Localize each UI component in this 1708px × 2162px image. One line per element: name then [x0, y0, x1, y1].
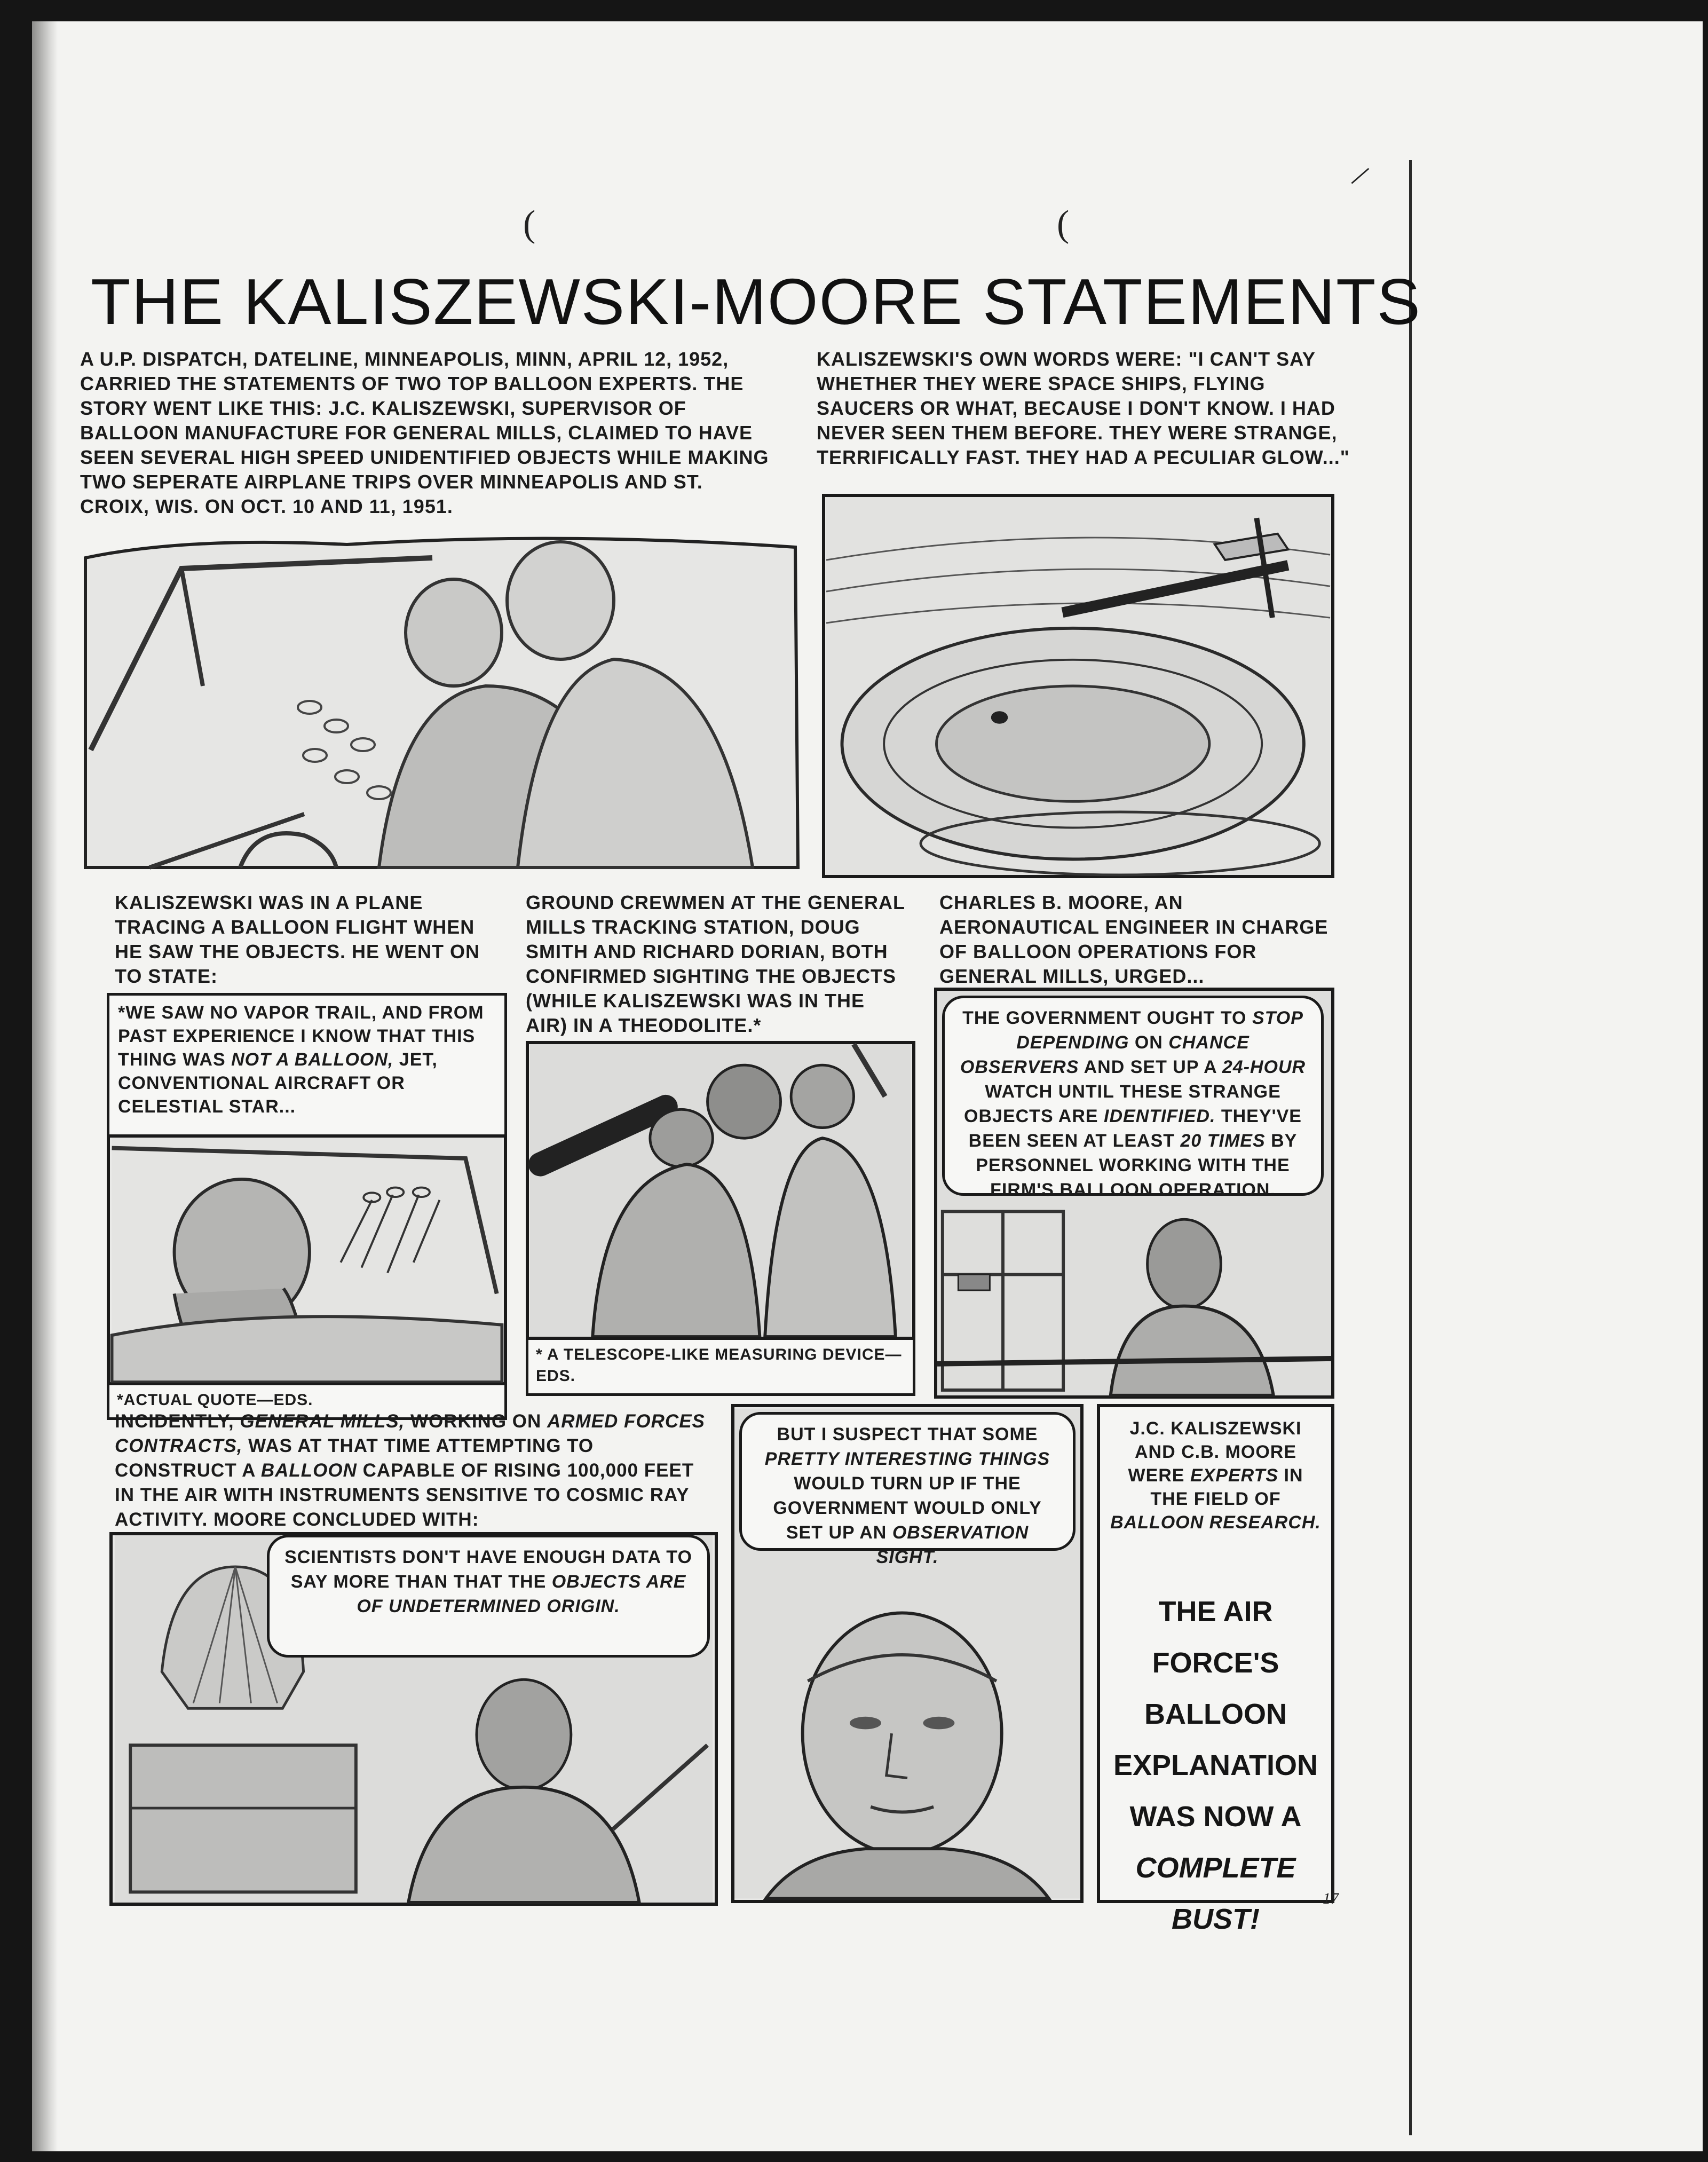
caption-own-words: KALISZEWSKI'S OWN WORDS WERE: "I CAN'T SAY WHETHER THEY WERE SPACE SHIPS, FLYING SAUCERS OR WHAT, BECAUSE I DON'T KNOW. I HAD NEVER SEEN THEM BEFORE. THEY WERE STRANGE, TERRIFICALLY FAST. THEY HAD A PECULIAR GLOW...": [817, 348, 1350, 468]
speech-balloon-suspect: [739, 1412, 1076, 1567]
quote-emphasis: IDENTIFIED.: [1104, 1106, 1216, 1126]
caption-emphasis: BALLOON RESEARCH.: [1110, 1512, 1321, 1533]
tracking-station-illustration: [529, 1044, 912, 1337]
speech-balloon-scientists: [267, 1535, 710, 1658]
quote-text: BY PERSONNEL WORKING WITH THE FIRM'S BALLOON OPERATION.: [976, 1131, 1298, 1200]
quote-box-vapor-trail: [107, 993, 507, 1137]
scan-mark: /: [1347, 158, 1373, 193]
page-number: 17: [1323, 1890, 1339, 1907]
glowing-objects-illustration: [825, 497, 1331, 875]
panel-tracking-station: [526, 1041, 915, 1340]
quote-text: THEY'VE BEEN SEEN AT LEAST: [968, 1106, 1302, 1151]
quote-emphasis: NOT A BALLOON,: [231, 1050, 394, 1070]
caption-text: J.C. KALISZEWSKI AND C.B. MOORE WERE: [1128, 1418, 1302, 1486]
caption-ground-crew: GROUND CREWMEN AT THE GENERAL MILLS TRACKING STATION, DOUG SMITH AND RICHARD DORIAN, BOTH CONFIRMED SIGHTING THE OBJECTS (WHILE KALISZEWSKI WAS IN THE AIR) IN A THEODOLITE.*: [526, 891, 905, 1036]
caption-text: CAPABLE OF RISING 100,000 FEET IN THE AIR WITH INSTRUMENTS SENSITIVE TO COSMIC RAY ACTIVITY. MOORE CONCLUDED WITH:: [115, 1460, 694, 1530]
quote-text: BUT I SUSPECT THAT SOME: [777, 1424, 1038, 1445]
quote-text: WOULD TURN UP IF THE GOVERNMENT WOULD ONLY SET UP AN: [773, 1473, 1042, 1543]
quote-text: SCIENTISTS DON'T HAVE ENOUGH DATA TO SAY MORE THAN THAT THE: [284, 1547, 692, 1592]
caption-experts: [1108, 1417, 1324, 1534]
speech-balloon-government: [942, 996, 1324, 1200]
scanned-page: [32, 21, 1703, 2151]
scan-mark: (: [1057, 203, 1070, 244]
panel-pilot-windshield: [107, 1134, 507, 1385]
closing-statement: [1108, 1586, 1324, 1945]
caption-emphasis: EXPERTS: [1190, 1465, 1279, 1486]
quote-text: WATCH UNTIL THESE STRANGE OBJECTS ARE: [964, 1082, 1281, 1126]
scan-mark: (: [523, 203, 536, 244]
panel-closing-text: [1097, 1404, 1334, 1935]
panel-plane-cockpit: [80, 526, 806, 873]
quote-emphasis: OBJECTS ARE OF UNDETERMINED ORIGIN.: [357, 1572, 686, 1616]
closing-emphasis: COMPLETE BUST!: [1135, 1852, 1296, 1935]
quote-text: JET, CONVENTIONAL AIRCRAFT OR CELESTIAL STAR...: [118, 1050, 438, 1117]
quote-text: THE GOVERNMENT OUGHT TO: [962, 1008, 1252, 1028]
caption-incidently: [115, 1409, 718, 1532]
caption-emphasis: BALLOON: [260, 1460, 357, 1481]
caption-moore-intro: CHARLES B. MOORE, AN AERONAUTICAL ENGINEER IN CHARGE OF BALLOON OPERATIONS FOR GENERAL MILLS, URGED...: [939, 891, 1329, 987]
caption-text: WORKING ON: [405, 1411, 547, 1432]
caption-text: IN THE FIELD OF: [1150, 1465, 1303, 1509]
caption-emphasis: ARMED FORCES CONTRACTS,: [115, 1411, 705, 1456]
caption-text: WAS AT THAT TIME ATTEMPTING TO CONSTRUCT A: [115, 1435, 594, 1481]
quote-emphasis: STOP DEPENDING: [1016, 1008, 1303, 1053]
quote-emphasis: CHANCE OBSERVERS: [960, 1032, 1250, 1077]
comic-page: [32, 21, 1703, 2151]
quote-text: AND SET UP A: [1079, 1057, 1222, 1077]
quote-text: ON: [1129, 1032, 1169, 1053]
pilot-illustration: [110, 1138, 504, 1382]
footnote-telescope: * A TELESCOPE-LIKE MEASURING DEVICE—EDS.: [526, 1337, 915, 1396]
cockpit-illustration: [80, 526, 806, 873]
page-title: THE KALISZEWSKI-MOORE STATEMENTS: [91, 265, 1421, 338]
closing-text: THE AIR FORCE'S BALLOON EXPLANATION WAS NOW A: [1113, 1596, 1318, 1833]
quote-emphasis: 24-HOUR: [1222, 1057, 1306, 1077]
quote-text: *WE SAW NO VAPOR TRAIL, AND FROM PAST EXPERIENCE I KNOW THAT THIS THING WAS: [118, 1003, 484, 1070]
quote-emphasis: OBSERVATION SIGHT.: [876, 1522, 1029, 1567]
caption-in-plane: KALISZEWSKI WAS IN A PLANE TRACING A BALLOON FLIGHT WHEN HE SAW THE OBJECTS. HE WENT ON TO STATE:: [115, 891, 480, 987]
footnote-actual-quote: *ACTUAL QUOTE—EDS.: [107, 1383, 507, 1420]
caption-intro: A U.P. DISPATCH, DATELINE, MINNEAPOLIS, MINN, APRIL 12, 1952, CARRIED THE STATEMENTS OF TWO TOP BALLOON EXPERTS. THE STORY WENT LIKE THIS: J.C. KALISZEWSKI, SUPERVISOR OF BALLOON MANUFACTURE FOR GENERAL MILLS, CLAIMED TO HAVE SEEN SEVERAL HIGH SPEED UNIDENTIFIED OBJECTS WHILE MAKING TWO SEPERATE AIRPLANE TRIPS OVER MINNEAPOLIS AND ST. CROIX, WIS. ON OCT. 10 AND 11, 1951.: [80, 348, 769, 517]
caption-emphasis: GENERAL MILLS,: [240, 1411, 405, 1432]
caption-text: INCIDENTLY,: [115, 1411, 240, 1432]
panel-glowing-objects: [822, 494, 1334, 878]
quote-emphasis: PRETTY INTERESTING THINGS: [764, 1449, 1050, 1469]
quote-emphasis: 20 TIMES: [1180, 1131, 1266, 1151]
